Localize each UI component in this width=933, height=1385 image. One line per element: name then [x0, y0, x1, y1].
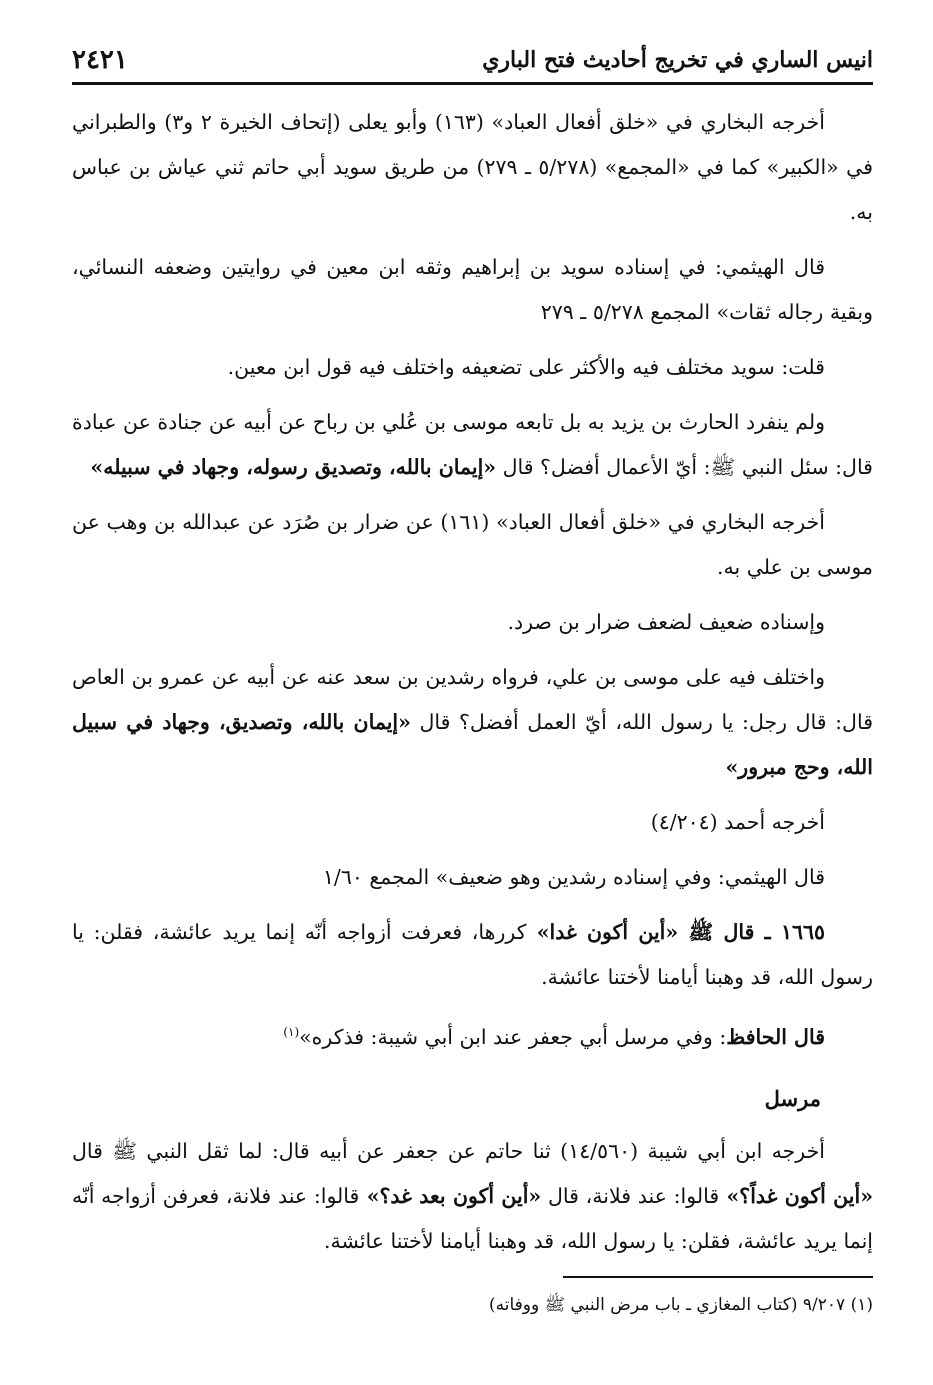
paragraph [72, 100, 873, 235]
text-run: أخرجه ابن أبي شيبة (١٤/٥٦٠) ثنا حاتم عن جعفر عن أبيه قال: لما ثقل النبي ﷺ قال [72, 1138, 825, 1163]
text-run: قال الهيثمي: في إسناده سويد بن إبراهيم وثقه ابن معين في روايتين وضعفه النسائي، وبقية رجاله ثقات» المجمع ٥/٢٧٨ ـ ٢٧٩ [72, 255, 873, 324]
text-run: قال الهيثمي: وفي إسناده رشدين وهو ضعيف» المجمع ١/٦٠ [322, 865, 825, 889]
footnote-ref[interactable]: (١) [283, 1025, 300, 1039]
final-paragraph [72, 1129, 873, 1264]
page-header [72, 38, 873, 85]
paragraph [72, 245, 873, 335]
text-run: أخرجه أحمد (٤/٢٠٤) [650, 810, 825, 834]
page-body [72, 100, 873, 1274]
text-run: وإسناده ضعيف لضعف ضرار بن صرد. [507, 610, 825, 634]
text-run: قلت: سويد مختلف فيه والأكثر على تضعيفه واختلف فيه قول ابن معين. [227, 355, 825, 379]
hafiz-text: : وفي مرسل أبي جعفر عند ابن أبي شيبة: فذكره» [299, 1024, 727, 1049]
paragraph [72, 800, 873, 845]
paragraph [72, 655, 873, 790]
page-number: ٢٤٢١ [72, 45, 128, 75]
bold-text: ١٦٦٥ ـ قال ﷺ [678, 920, 826, 944]
text-run: أخرجه البخاري في «خلق أفعال العباد» (١٦١) عن ضرار بن صُرَد عن عبدالله بن وهب عن موسى بن علي به. [72, 510, 873, 579]
text-run: قالوا: عند فلانة، قال [541, 1183, 720, 1208]
text-run: قالوا: عند فلانة، فعرفن أزواجه أنّه إنما يريد عائشة، فقلن: يا رسول الله، قد وهبنا أيامنا لأختنا عائشة. [72, 1183, 873, 1253]
text-run: أخرجه البخاري في «خلق أفعال العباد» (١٦٣) وأبو يعلى (إتحاف الخيرة ٢ و٣) والطبراني في «الكبير» كما في «المجمع» (٥/٢٧٨ ـ ٢٧٩) من طريق سويد أبي حاتم ثني عياش بن عباس به. [72, 110, 873, 224]
paragraph [72, 345, 873, 390]
paragraph [72, 500, 873, 590]
bold-text: «إيمان بالله، وتصديق رسوله، وجهاد في سبيله» [90, 455, 497, 479]
bold-text: «إيمان بالله، وتصديق، وجهاد في سبيل الله، وحج مبرور» [72, 710, 873, 779]
bold-text: «أين أكون غداً؟» [719, 1183, 874, 1208]
hafiz-paragraph [72, 1010, 873, 1060]
hafiz-label: قال الحافظ [726, 1024, 825, 1049]
paragraph [72, 600, 873, 645]
paragraphs-container [72, 100, 873, 900]
bold-text: «أين أكون بعد غد؟» [359, 1183, 542, 1208]
footnote: (١) ٩/٢٠٧ (كتاب المغازي ـ باب مرض النبي ﷺ ووفاته) [489, 1295, 873, 1315]
text-run: واختلف فيه على موسى بن علي، فرواه رشدين بن سعد عنه عن أبيه عن عمرو بن العاص قال: قال رجل: يا رسول الله، أيّ العمل أفضل؟ قال [72, 665, 874, 734]
footnote-divider [563, 1276, 873, 1278]
book-title: انيس الساري في تخريج أحاديث فتح الباري [482, 47, 873, 73]
paragraph [72, 400, 873, 490]
bold-text: «أين أكون غدا» [526, 920, 679, 944]
text-run: ولم ينفرد الحارث بن يزيد به بل تابعه موسى بن عُلي بن رباح عن أبيه عن جنادة عن عبادة قال: سئل النبي ﷺ: أيّ الأعمال أفضل؟ قال [72, 410, 873, 479]
hadith-paragraph [72, 910, 873, 1000]
text-run: كررها، فعرفت أزواجه أنّه إنما يريد عائشة، فقلن: يا رسول الله، قد وهبنا أيامنا لأختنا عائشة. [72, 920, 873, 989]
paragraph [72, 855, 873, 900]
section-heading: مرسل [764, 1085, 821, 1111]
